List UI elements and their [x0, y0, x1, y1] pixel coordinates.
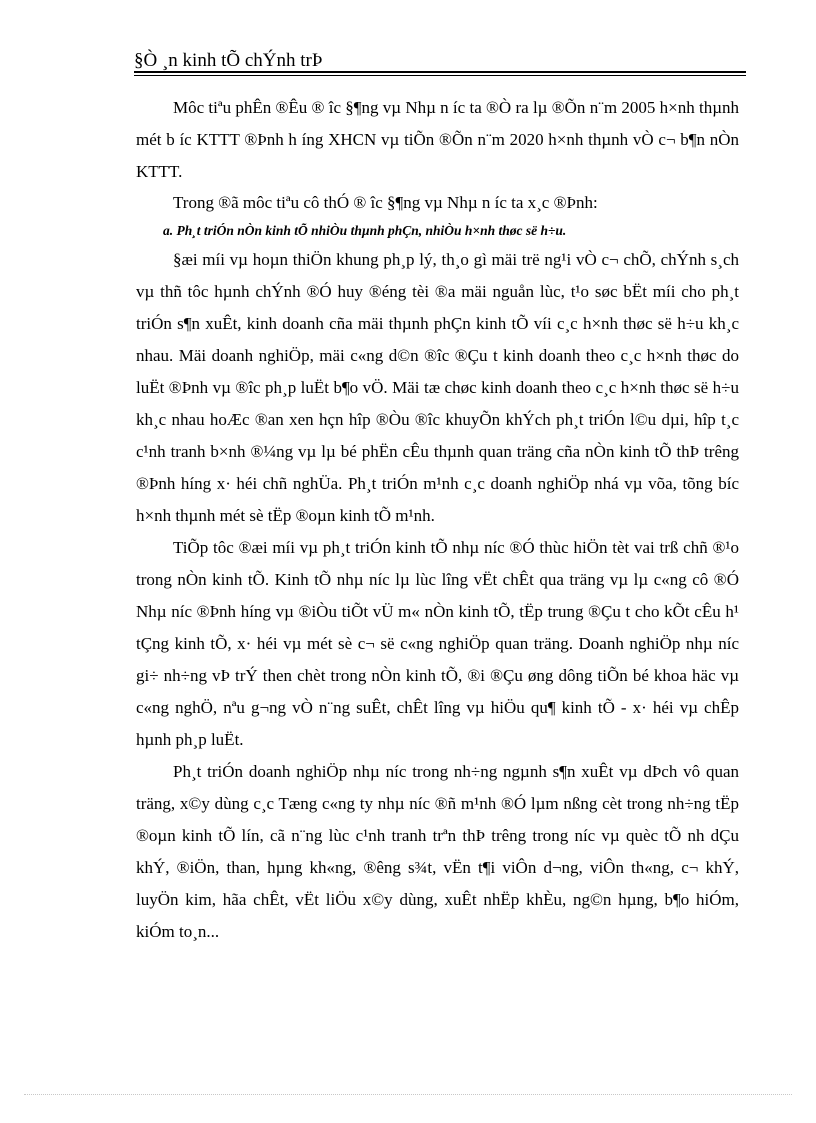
section-subheading: a. Ph¸t triÓn nÒn kinh tÕ nhiÒu thµnh phÇn, nhiÒu h×nh thøc së h÷u.	[163, 223, 567, 238]
paragraph: TiÕp tôc ®æi míi vµ ph¸t triÓn kinh tÕ nhµ níc ®Ó thùc hiÖn tèt vai trß chñ ®¹o trong nÒn kinh tÕ. Kinh tÕ nhµ níc lµ lùc lîng vËt chÊt qua träng vµ lµ c«ng cô ®Ó Nhµ níc ®Þnh híng vµ ®iÒu tiÕt vÜ m« nÒn kinh tÕ, tËp trung ®Çu t cho kÕt cÊu h¹ tÇng kinh tÕ, x· héi vµ mét sè c¬ së c«ng nghiÖp quan träng. Doanh nghiÖp nhµ níc gi÷ nh÷ng vÞ trÝ then chèt trong nÒn kinh tÕ, ®i ®Çu øng dông tiÕn bé khoa häc vµ c«ng nghÖ, nªu g¬ng vÒ n¨ng suÊt, chÊt lîng vµ hiÖu qu¶ kinh tÕ - x· héi vµ chÊp hµnh ph¸p luËt.	[136, 538, 739, 749]
header-rule-thick	[134, 71, 746, 73]
paragraph: §æi míi vµ hoµn thiÖn khung ph¸p lý, th¸o gì mäi trë ng¹i vÒ c¬ chÕ, chÝnh s¸ch vµ thñ tôc hµnh chÝnh ®Ó huy ®éng tèi ®a mäi nguån lùc, t¹o søc bËt míi cho ph¸t triÓn s¶n xuÊt, kinh doanh cña mäi thµnh phÇn kinh tÕ víi c¸c h×nh thøc së h÷u kh¸c nhau. Mäi doanh nghiÖp, mäi c«ng d©n ®îc ®Çu t kinh doanh theo c¸c h×nh thøc do luËt ®Þnh vµ ®îc ph¸p luËt b¶o vÖ. Mäi tæ chøc kinh doanh theo c¸c h×nh thøc së h÷u kh¸c nhau hoÆc ®an xen hçn hîp ®Òu ®îc khuyÕn khÝch ph¸t triÓn l©u dµi, hîp t¸c c¹nh tranh b×nh ®¼ng vµ lµ bé phËn cÊu thµnh quan träng cña nÒn kinh tÕ thÞ trêng ®Þnh híng x· héi chñ nghÜa. Ph¸t triÓn m¹nh c¸c doanh nghiÖp nhá vµ võa, tõng bíc h×nh thµnh mét sè tËp ®oµn kinh tÕ m¹nh.	[136, 250, 739, 525]
paragraph: Môc tiªu phÊn ®Êu ® îc §¶ng vµ Nhµ n íc ta ®Ò ra lµ ®Õn n¨m 2005 h×nh thµnh mét b íc KTTT ®Þnh h íng XHCN vµ tiÕn ®Õn n¨m 2020 h×nh thµnh vÒ c¬ b¶n nÒn KTTT.	[136, 98, 739, 181]
document-body	[136, 92, 739, 948]
page-header	[134, 50, 746, 72]
header-title: §Ò ¸n kinh tÕ chÝnh trÞ	[134, 50, 323, 71]
paragraph: Trong ®ã môc tiªu cô thÓ ® îc §¶ng vµ Nhµ n íc ta x¸c ®Þnh:	[173, 193, 598, 212]
header-rule-thin	[134, 75, 746, 76]
page-bottom-rule	[24, 1094, 792, 1095]
paragraph: Ph¸t triÓn doanh nghiÖp nhµ níc trong nh÷ng ngµnh s¶n xuÊt vµ dÞch vô quan träng, x©y dùng c¸c Tæng c«ng ty nhµ níc ®ñ m¹nh ®Ó lµm nßng cèt trong nh÷ng tËp ®oµn kinh tÕ lín, cã n¨ng lùc c¹nh tranh trªn thÞ trêng trong níc vµ quèc tÕ nh dÇu khÝ, ®iÖn, than, hµng kh«ng, ®êng s¾t, vËn t¶i viÔn d¬ng, viÔn th«ng, c¬ khÝ, luyÖn kim, hãa chÊt, vËt liÖu x©y dùng, xuÊt nhËp khÈu, ng©n hµng, b¶o hiÓm, kiÓm to¸n...	[136, 762, 739, 941]
